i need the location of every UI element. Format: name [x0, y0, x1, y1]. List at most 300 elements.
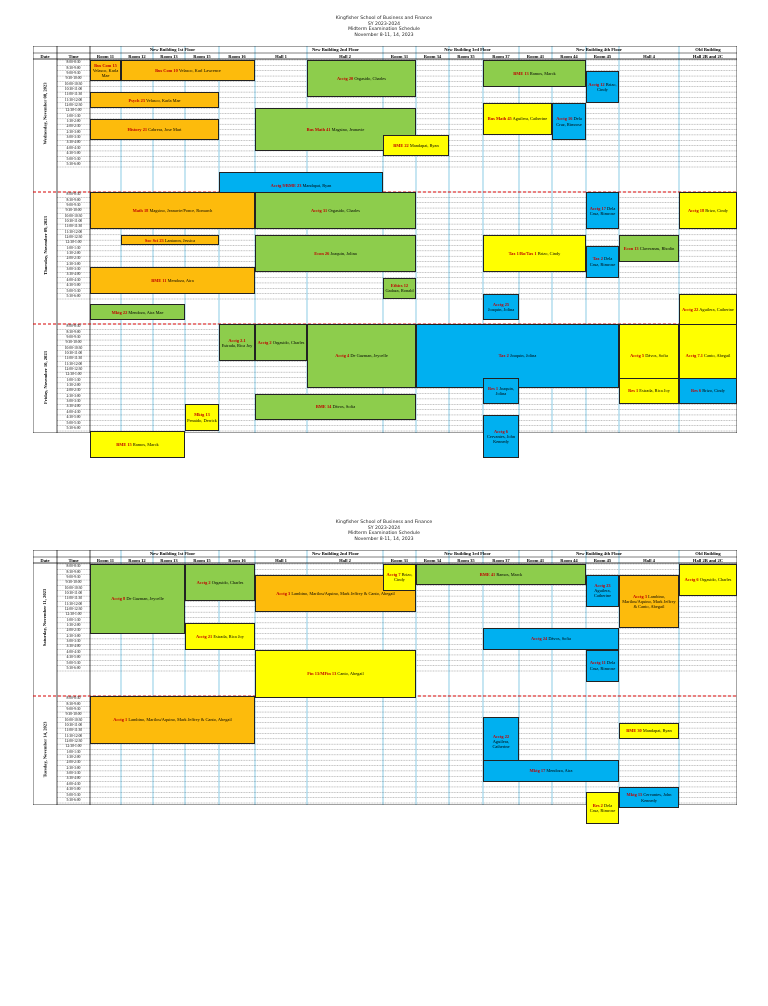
subject-code: Acctg 17: [589, 205, 606, 211]
time-slot: 12:00-12:30: [64, 367, 83, 371]
subject-code: Acctg 16: [556, 116, 573, 122]
exam-block[interactable]: [679, 192, 737, 229]
date-text: Saturday, November 11, 2023: [42, 588, 48, 647]
time-slot: 11:30-12:00: [64, 97, 83, 102]
subject-code: Acctg 9/BME 23: [270, 183, 302, 189]
exam-block[interactable]: [679, 378, 737, 405]
time-slot: 9:00-9:30: [66, 202, 81, 207]
exam-block[interactable]: [483, 378, 519, 405]
time-slot: 1:00-1:30: [66, 617, 81, 622]
exam-block-text: [112, 310, 164, 315]
column-header: Room 13: [160, 53, 178, 59]
time-slot: 8:30-9:00: [66, 65, 81, 70]
time-slot: 1:30-2:00: [66, 119, 81, 124]
exam-block-text: [92, 63, 119, 79]
exam-block-text: [145, 238, 195, 243]
exam-block[interactable]: [383, 564, 416, 591]
proctor-name: Mandapat, Ryan: [301, 183, 332, 189]
column-header: Room 16: [228, 557, 246, 563]
proctor-name: Brizo, Cindy: [704, 208, 728, 214]
exam-block[interactable]: [483, 235, 586, 272]
building-floor-header: New Building 3rd Floor: [444, 47, 491, 52]
proctor-name: Aguilera, Catherine: [492, 738, 510, 750]
time-slot: 10:30-11:00: [64, 350, 83, 355]
exam-block-text: [337, 76, 386, 81]
exam-block[interactable]: [619, 378, 679, 405]
column-header: Room 45: [593, 557, 612, 563]
proctor-name: Orgasido, Charles: [327, 208, 360, 214]
subject-code: Res 1: [628, 388, 639, 394]
time-slot: 4:00-4:30: [66, 649, 81, 654]
exam-block-text: [258, 340, 305, 345]
exam-block-text: [588, 256, 617, 266]
subject-code: Acctg 2.1: [228, 337, 246, 343]
exam-block-text: [127, 127, 181, 132]
building-floor-header: Old Building: [695, 47, 721, 52]
time-slot: 5:30-6:00: [66, 665, 81, 670]
column-header: Room 35: [457, 557, 475, 563]
exam-block[interactable]: [90, 267, 255, 294]
proctor-name: Joaquin, Jolina: [495, 385, 514, 396]
time-slot: 12:30-1:00: [65, 612, 82, 617]
column-header: Date: [40, 557, 50, 563]
subject-code: Acctg 12: [588, 81, 605, 87]
exam-block[interactable]: [619, 235, 679, 262]
time-slot: 5:30-6:00: [66, 797, 81, 802]
schedule-table: [33, 46, 737, 447]
time-slot: 5:00-5:30: [66, 156, 81, 161]
time-slot: 4:30-5:00: [66, 655, 81, 660]
building-floor-header: Old Building: [695, 551, 721, 556]
proctor-name: Gadaza, Ronald: [385, 288, 414, 294]
column-header: Room 12: [128, 53, 146, 59]
exam-block[interactable]: [483, 60, 586, 87]
exam-block-text: [111, 596, 164, 601]
subject-code: Res 1: [488, 385, 499, 391]
page-header: [0, 520, 768, 542]
exam-block[interactable]: [483, 760, 619, 781]
column-header: Room 11: [96, 53, 115, 59]
exam-block-text: [588, 82, 617, 92]
proctor-name: Canto, Abegail: [336, 671, 364, 677]
exam-block-text: [187, 412, 217, 422]
proctor-name: Brizo, Cindy: [536, 250, 561, 256]
subject-code: Acctg 22: [682, 307, 699, 313]
exam-block-text: [499, 353, 537, 358]
subject-code: Acctg 4: [335, 353, 350, 359]
exam-block[interactable]: [586, 575, 619, 607]
exam-block[interactable]: [90, 431, 185, 458]
column-header: Room 15: [193, 53, 211, 59]
proctor-name: Aguilera, Catherine: [511, 116, 548, 122]
building-floor-header: New Building 2nd Floor: [311, 551, 360, 556]
subject-code: Acctg 22: [492, 733, 510, 739]
proctor-name: Mendoza, Aira: [545, 768, 573, 774]
proctor-name: Cervantes, John Kennedy: [641, 792, 672, 803]
time-slot: 9:30-10:00: [65, 340, 82, 345]
time-slot: 2:00-2:30: [66, 124, 81, 129]
schedule-table: [33, 550, 737, 814]
subject-code: Res 2: [592, 803, 603, 809]
header-line: SY 2023-2024: [367, 525, 401, 531]
time-slot: 10:30-11:00: [64, 218, 83, 223]
column-header: Hall 1: [275, 557, 287, 563]
header-line: November 8-11, 14, 2023: [354, 536, 414, 542]
date-label: [33, 564, 57, 671]
subject-code: Mktg 15: [626, 792, 643, 798]
exam-block[interactable]: [90, 304, 185, 320]
proctor-name: Joaquin, Jolina: [487, 307, 515, 313]
exam-block-text: [307, 671, 363, 676]
exam-block-text: [682, 307, 734, 312]
proctor-name: Penaido, Derrick: [187, 417, 217, 423]
exam-block[interactable]: [586, 792, 619, 824]
time-slot: 2:30-3:00: [66, 633, 81, 638]
time-slot: 8:00-8:30: [66, 192, 81, 197]
time-slot: 4:00-4:30: [66, 781, 81, 786]
time-slot: 12:00-12:30: [64, 607, 83, 611]
time-slot: 11:30-12:00: [64, 361, 83, 366]
column-header: Hall 4: [643, 557, 655, 563]
time-slot: 12:30-1:00: [65, 108, 82, 113]
exam-block-text: [485, 302, 517, 312]
proctor-name: Brizo, Cindy: [701, 388, 725, 394]
time-slot: 3:30-4:00: [66, 272, 81, 277]
exam-block[interactable]: [416, 564, 586, 585]
exam-block[interactable]: [483, 717, 519, 765]
time-slot: 11:00-11:30: [64, 728, 83, 733]
exam-block-text: [488, 116, 547, 121]
exam-block[interactable]: [483, 103, 552, 135]
time-slot: 10:00-10:30: [64, 81, 83, 86]
exam-block-text: [151, 278, 193, 283]
exam-block-text: [588, 206, 617, 216]
subject-code: BME 41: [479, 572, 496, 578]
proctor-name: Ramos, Marck: [495, 572, 523, 578]
subject-code: Acctg 6: [684, 577, 699, 583]
proctor-name: Aguilera, Catherine: [593, 588, 612, 599]
column-header: Room 31: [390, 557, 409, 563]
proctor-name: Orgasido, Charles: [353, 76, 386, 82]
proctor-name: Dela Cruz, Rimrose: [589, 803, 616, 814]
subject-code: Acctg 11: [589, 660, 606, 666]
exam-block[interactable]: [255, 650, 416, 698]
exam-block[interactable]: [90, 92, 219, 108]
proctor-name: Estrada, Rica Joy: [638, 388, 670, 394]
column-header: Room 37: [492, 53, 510, 59]
exam-block[interactable]: [219, 324, 255, 361]
exam-block[interactable]: [121, 235, 219, 246]
time-slot: 9:00-9:30: [66, 334, 81, 339]
exam-block[interactable]: [619, 787, 679, 808]
time-slot: 9:30-10:00: [65, 208, 82, 213]
exam-block-text: [155, 68, 221, 73]
subject-code: Acctg 18: [687, 208, 705, 214]
exam-block[interactable]: [255, 235, 416, 272]
exam-block[interactable]: [383, 278, 416, 299]
exam-block-text: [271, 183, 332, 188]
exam-block-text: [588, 660, 617, 670]
exam-block-text: [197, 580, 244, 585]
time-slot: 2:00-2:30: [66, 388, 81, 393]
proctor-name: Estrada, Rica Joy: [221, 342, 253, 348]
time-slot: 10:00-10:30: [64, 213, 83, 218]
exam-block-text: [531, 636, 571, 641]
exam-block-text: [630, 353, 668, 358]
exam-block-text: [316, 404, 355, 409]
subject-code: BME 11: [151, 277, 167, 283]
time-slot: 2:00-2:30: [66, 760, 81, 765]
proctor-name: De Guzman, Jeycelle: [349, 353, 388, 359]
time-slot: 10:00-10:30: [64, 345, 83, 350]
column-header: Date: [40, 53, 50, 59]
exam-block[interactable]: [619, 575, 679, 629]
proctor-name: Dela Cruz, Rimrose: [589, 256, 616, 267]
exam-block[interactable]: [90, 192, 255, 229]
subject-code: Acctg 21: [196, 633, 213, 639]
exam-block[interactable]: [255, 324, 307, 361]
exam-block[interactable]: [552, 103, 586, 140]
subject-code: Ethics 12: [390, 283, 409, 289]
date-text: Thursday, November 09, 2023: [42, 216, 48, 275]
time-slot: 2:00-2:30: [66, 256, 81, 261]
subject-code: BME 14: [315, 404, 332, 410]
header-line: Midterm Examination Schedule: [348, 27, 420, 33]
subject-code: Acctg 20: [337, 76, 354, 82]
exam-block[interactable]: [307, 324, 416, 388]
time-slot: 11:00-11:30: [64, 92, 83, 97]
exam-block-text: [221, 338, 253, 348]
time-slot: 10:00-10:30: [64, 717, 83, 722]
exam-block[interactable]: [679, 294, 737, 326]
proctor-name: Dávos, Sofia: [331, 404, 356, 410]
column-header: Room 34: [423, 557, 442, 563]
time-slot: 4:30-5:00: [66, 283, 81, 288]
proctor-name: Mendoza, Aira: [166, 277, 194, 283]
exam-block-text: [588, 583, 617, 599]
column-header: Room 31: [390, 53, 409, 59]
column-header: Room 37: [492, 557, 510, 563]
time-slot: 12:00-12:30: [64, 235, 83, 239]
time-slot: 9:00-9:30: [66, 706, 81, 711]
column-header: Hall 2: [339, 557, 351, 563]
exam-block-text: [385, 283, 414, 293]
column-header: Hall 4: [643, 53, 655, 59]
time-slot: 2:30-3:00: [66, 765, 81, 770]
exam-block[interactable]: [185, 623, 255, 650]
time-slot: 3:00-3:30: [66, 135, 81, 140]
exam-block[interactable]: [383, 135, 449, 156]
proctor-name: Brizo, Cindy: [597, 81, 617, 92]
time-slot: 4:00-4:30: [66, 409, 81, 414]
exam-block-text: [685, 577, 732, 582]
time-slot: 9:00-9:30: [66, 70, 81, 75]
column-header: Room 44: [560, 53, 578, 59]
time-slot: 12:00-12:30: [64, 739, 83, 743]
time-slot: 1:30-2:00: [66, 755, 81, 760]
proctor-name: Dela Cruz, Rimrose: [589, 660, 616, 671]
subject-code: Acctg 7: [386, 572, 401, 578]
exam-block[interactable]: [90, 564, 185, 634]
subject-code: Acctg 3: [276, 590, 291, 596]
date-text: Tuesday, November 14, 2023: [42, 721, 48, 778]
proctor-name: Mandapat, Ryan: [408, 142, 439, 148]
column-header: Time: [68, 557, 79, 563]
subject-code: Tax 2: [498, 353, 509, 359]
proctor-name: Mendoza, Aira Mae: [127, 309, 164, 315]
exam-block[interactable]: [483, 415, 519, 458]
time-slot: 8:30-9:00: [66, 197, 81, 202]
exam-block-text: [588, 803, 617, 813]
time-slot: 12:30-1:00: [65, 744, 82, 749]
proctor-name: Dela Cruz, Rimrose: [556, 116, 582, 127]
building-floor-header: New Building 3rd Floor: [444, 551, 491, 556]
time-slot: 4:30-5:00: [66, 787, 81, 792]
exam-block[interactable]: [619, 723, 679, 739]
exam-block-text: [686, 353, 731, 358]
subject-code: Acctg 5: [630, 353, 645, 359]
time-slot: 3:30-4:00: [66, 644, 81, 649]
time-slot: 1:30-2:00: [66, 623, 81, 628]
subject-code: Acctg 7.1: [685, 353, 703, 359]
exam-block[interactable]: [586, 192, 619, 229]
date-text: Wednesday, November 08, 2023: [42, 82, 48, 145]
building-floor-header: New Building 1st Floor: [149, 47, 196, 52]
column-header: Hall 1: [275, 53, 287, 59]
exam-block-text: [624, 246, 675, 251]
exam-block[interactable]: [255, 192, 416, 229]
exam-block[interactable]: [255, 394, 416, 421]
column-header: Room 12: [128, 557, 146, 563]
column-header: Room 41: [526, 557, 545, 563]
proctor-name: Lambino, Marilou/Aquino, Mark Jeffrey & Canto, Abegail: [127, 717, 232, 723]
time-slot: 9:30-10:00: [65, 76, 82, 81]
exam-block-text: [385, 572, 414, 582]
header-line: Kingfisher School of Business and Finance: [335, 520, 433, 525]
time-slot: 1:00-1:30: [66, 113, 81, 118]
exam-block-text: [691, 388, 725, 393]
exam-block-text: [196, 634, 244, 639]
subject-code: BME 22: [393, 142, 409, 148]
proctor-name: Dávos, Sofia: [644, 353, 668, 359]
exam-block[interactable]: [121, 60, 255, 81]
subject-code: Acctg 25: [492, 301, 510, 307]
exam-block[interactable]: [90, 119, 219, 140]
time-slot: 3:00-3:30: [66, 771, 81, 776]
time-slot: 8:00-8:30: [66, 564, 81, 569]
exam-block[interactable]: [586, 246, 619, 278]
proctor-name: Magsino, Jeanavie: [330, 126, 365, 132]
time-slot: 5:00-5:30: [66, 288, 81, 293]
subject-code: Acctg 24: [531, 636, 548, 642]
time-slot: 10:30-11:00: [64, 722, 83, 727]
proctor-name: Cervantes, John Kennedy: [486, 433, 516, 444]
proctor-name: Dela Cruz, Rimrose: [589, 205, 616, 216]
exam-block[interactable]: [586, 71, 619, 103]
exam-block[interactable]: [90, 696, 255, 744]
subject-code: Acctg 31: [311, 208, 328, 214]
exam-block[interactable]: [679, 564, 737, 596]
column-header: Room 34: [423, 53, 442, 59]
subject-code: Mktg 22: [111, 309, 128, 315]
column-header: Hall 2: [339, 53, 351, 59]
exam-block-text: [393, 143, 438, 148]
time-slot: 9:00-9:30: [66, 574, 81, 579]
proctor-name: Cabrera, Jose Mari: [147, 126, 182, 132]
time-slot: 11:30-12:00: [64, 229, 83, 234]
time-slot: 3:30-4:00: [66, 404, 81, 409]
exam-block-text: [307, 127, 365, 132]
proctor-name: Dávos, Sofia: [547, 636, 571, 642]
exam-block[interactable]: [483, 294, 519, 321]
exam-block[interactable]: [185, 564, 255, 601]
exam-block-text: [485, 386, 517, 396]
exam-block-text: [485, 734, 517, 750]
exam-block[interactable]: [586, 650, 619, 682]
proctor-name: Ramos, Marck: [131, 441, 159, 447]
exam-block-text: [621, 792, 677, 802]
subject-code: Math 18: [132, 208, 149, 214]
exam-block-text: [554, 116, 584, 126]
building-floor-header: New Building 4th Floor: [575, 551, 623, 556]
subject-code: Psych 23: [128, 97, 145, 103]
column-header: Room 35: [457, 53, 475, 59]
time-slot: 4:30-5:00: [66, 415, 81, 420]
subject-code: BME 15: [116, 441, 132, 447]
exam-block-text: [626, 728, 671, 733]
time-slot: 2:30-3:00: [66, 129, 81, 134]
proctor-name: Orgasido, Charles: [698, 577, 732, 583]
exam-block[interactable]: [90, 60, 121, 81]
subject-code: Fin 13/MFin 13: [307, 671, 337, 677]
subject-code: BME 30: [626, 728, 642, 734]
exam-block[interactable]: [185, 404, 219, 431]
proctor-name: Aguilera, Catherine: [698, 307, 734, 313]
exam-block-text: [621, 594, 677, 610]
date-label: [33, 60, 57, 167]
time-slot: 5:30-6:00: [66, 161, 81, 166]
proctor-name: Brizo, Cindy: [394, 572, 413, 583]
exam-block[interactable]: [307, 60, 416, 97]
proctor-name: Joaquin, Jolina: [508, 353, 537, 359]
time-slot: 11:00-11:30: [64, 224, 83, 229]
subject-code: History 21: [127, 126, 148, 132]
column-header: Hall 2B and 2C: [692, 557, 724, 563]
time-slot: 9:30-10:00: [65, 712, 82, 717]
time-slot: 11:00-11:30: [64, 596, 83, 601]
time-slot: 1:00-1:30: [66, 377, 81, 382]
column-header: Room 41: [526, 53, 545, 59]
subject-code: BME 13: [513, 70, 529, 76]
header-line: Kingfisher School of Business and Finance: [335, 16, 433, 21]
time-slot: 10:30-11:00: [64, 590, 83, 595]
time-slot: 12:00-12:30: [64, 103, 83, 107]
building-floor-header: New Building 4th Floor: [575, 47, 623, 52]
subject-code: Bus Com 15: [94, 62, 117, 68]
time-slot: 12:30-1:00: [65, 240, 82, 245]
exam-block-text: [133, 208, 213, 213]
exam-block-text: [129, 98, 181, 103]
proctor-name: Joaquin, Jolina: [329, 250, 357, 256]
subject-code: Tax 2: [592, 256, 603, 262]
proctor-name: Velasco, Karl Lawrence: [177, 68, 221, 74]
exam-block[interactable]: [483, 628, 619, 649]
column-header: Room 13: [160, 557, 178, 563]
time-slot: 8:00-8:30: [66, 324, 81, 329]
proctor-name: Lantaron, Jessica: [163, 237, 196, 243]
time-slot: 8:00-8:30: [66, 696, 81, 701]
proctor-name: Lambino, Marilou/Aquino, Mark Jeffrey & Canto, Abegail: [622, 593, 676, 610]
